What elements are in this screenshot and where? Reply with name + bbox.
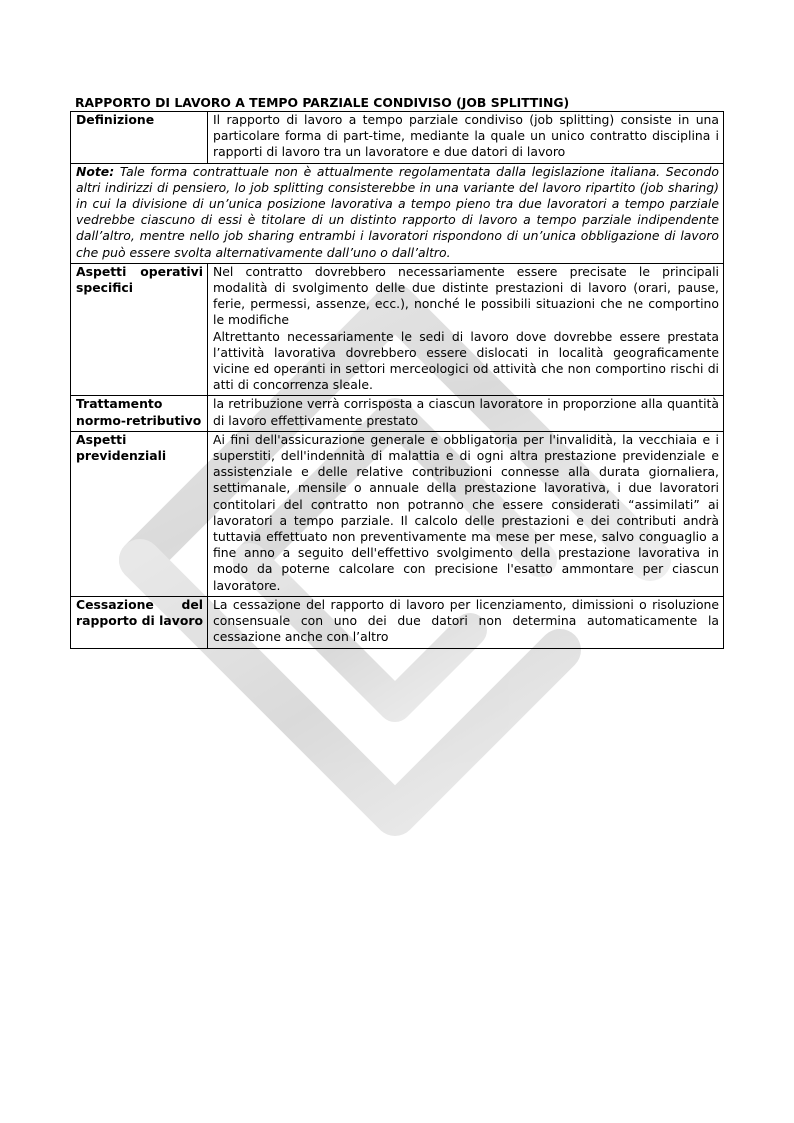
note-text: Tale forma contrattuale non è attualmente regolamentata dalla legislazione italiana. Secondo altri indirizzi di pensiero, lo job splitting consisterebbe in una variante del lavoro ripartito (job sharing) in cui la divisione di un’unica posizione lavorativa a tempo pieno tra due lavoratori a tempo parziale vedrebbe ciascuno di essi è titolare di un distinto rapporto di lavoro a tempo parziale indipendente dall’altro, mentre nello job sharing entrambi i lavoratori rispondono di un’unica obbligazione di lavoro che può essere svolta alternativamente dall’uno o dall’altro. [76, 163, 719, 260]
value-definizione: Il rapporto di lavoro a tempo parziale condiviso (job splitting) consiste in una particolare forma di part-time, mediante la quale un unico contratto disciplina i rapporti di lavoro tra un lavoratore e due datori di lavoro [208, 112, 724, 164]
note-cell [71, 163, 724, 263]
row-note [71, 163, 724, 263]
row-trattamento [71, 396, 724, 431]
label-trattamento: Trattamento normo-retributivo [71, 396, 208, 431]
row-previdenziali [71, 431, 724, 596]
row-definizione [71, 112, 724, 164]
label-cessazione: Cessazione del rapporto di lavoro [71, 596, 208, 648]
label-aspetti-operativi: Aspetti operativi specifici [71, 263, 208, 396]
aspetti-operativi-paragraph-2: Altrettanto necessariamente le sedi di lavoro dove dovrebbe essere prestata l’attività lavorativa dovrebbero essere dislocati in località geograficamente vicine ed operanti in settori merceologici od attività che non comportino rischi di atti di concorrenza sleale. [213, 328, 719, 393]
note-label: Note: [76, 163, 115, 179]
document-body [70, 95, 724, 649]
info-table [70, 111, 724, 649]
document-title: RAPPORTO DI LAVORO A TEMPO PARZIALE CONDIVISO (JOB SPLITTING) [75, 95, 570, 110]
value-aspetti-operativi [208, 263, 724, 396]
value-cessazione: La cessazione del rapporto di lavoro per licenziamento, dimissioni o risoluzione consensuale con uno dei due datori non determina automaticamente la cessazione anche con l’altro [208, 596, 724, 648]
row-aspetti-operativi [71, 263, 724, 396]
row-cessazione [71, 596, 724, 648]
value-previdenziali: Ai fini dell'assicurazione generale e obbligatoria per l'invalidità, la vecchiaia e i superstiti, dell'indennità di malattia e di ogni altra prestazione previdenziale e assistenziale e delle relative contribuzioni connesse alla durata giornaliera, settimanale, mensile o annuale della prestazione lavorativa, i due lavoratori contitolari del contratto non potranno che essere considerati “assimilati” ai lavoratori a tempo parziale. Il calcolo delle prestazioni e dei contributi andrà tuttavia effettuato non preventivamente ma mese per mese, salvo conguaglio a fine anno a seguito dell'effettivo svolgimento della prestazione lavorativa in modo da poterne calcolare con precisione l'esatto ammontare per ciascun lavoratore. [208, 431, 724, 596]
value-trattamento: la retribuzione verrà corrisposta a ciascun lavoratore in proporzione alla quantità di lavoro effettivamente prestato [208, 396, 724, 431]
aspetti-operativi-paragraph-1: Nel contratto dovrebbero necessariamente essere precisate le principali modalità di svolgimento delle due distinte prestazioni di lavoro (orari, pause, ferie, permessi, assenze, ecc.), nonché le possibili situazioni che ne comportino le modifiche [213, 263, 719, 328]
label-definizione: Definizione [71, 112, 208, 164]
label-previdenziali: Aspetti previdenziali [71, 431, 208, 596]
